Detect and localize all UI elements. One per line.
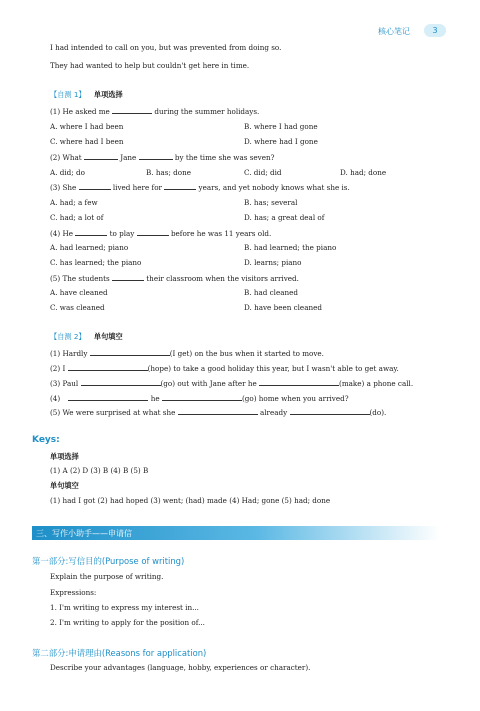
q4-option-d[interactable]: D. learns; piano xyxy=(244,258,302,267)
s4-text-b: he xyxy=(150,394,160,403)
page-number: 3 xyxy=(424,24,446,37)
q1-text-a: (1) He asked me xyxy=(50,107,110,116)
q3-blank-1[interactable] xyxy=(79,182,111,190)
test1-heading xyxy=(50,90,123,99)
test2-label: 【自测 2】 xyxy=(50,332,86,341)
question-3 xyxy=(50,182,350,192)
q3-text-b: lived here for xyxy=(112,183,162,192)
sentence-1 xyxy=(50,348,324,358)
s5-blank-1[interactable] xyxy=(178,407,258,415)
q5-option-c[interactable]: C. was cleaned xyxy=(50,303,105,312)
question-2 xyxy=(50,152,274,162)
part2-title: 第二部分:申请理由(Reasons for application) xyxy=(32,648,207,658)
s2-text-a: (2) I xyxy=(50,364,66,373)
question-1 xyxy=(50,106,259,116)
q1-option-c[interactable]: C. where had I been xyxy=(50,137,124,146)
part2-line-1: Describe your advantages (language, hobby, experiences or character). xyxy=(50,663,311,672)
part1-title: 第一部分:写信目的(Purpose of writing) xyxy=(32,556,185,566)
sentence-4 xyxy=(50,393,349,403)
s1-blank[interactable] xyxy=(90,348,170,356)
q4-text-b: to play xyxy=(109,229,135,238)
s3-text-b: (go) out with Jane after he xyxy=(160,379,257,388)
q5-blank[interactable] xyxy=(112,273,144,281)
q3-option-c[interactable]: C. had; a lot of xyxy=(50,213,104,222)
q1-text-b: during the summer holidays. xyxy=(154,107,260,116)
q1-option-b[interactable]: B. where I had gone xyxy=(244,122,318,131)
keys-answers-1: (1) A (2) D (3) B (4) B (5) B xyxy=(50,466,149,475)
q4-option-a[interactable]: A. had learned; piano xyxy=(50,243,129,252)
keys-answers-2: (1) had I got (2) had hoped (3) went; (had) made (4) Had; gone (5) had; done xyxy=(50,496,331,505)
part1-line-4: 2. I'm writing to apply for the position of... xyxy=(50,618,205,627)
q3-option-b[interactable]: B. has; several xyxy=(244,198,298,207)
q2-option-d[interactable]: D. had; done xyxy=(340,168,387,177)
q3-blank-2[interactable] xyxy=(164,182,196,190)
q2-text-b: Jane xyxy=(120,153,137,162)
s5-text-a: (5) We were surprised at what she xyxy=(50,408,176,417)
s3-blank-1[interactable] xyxy=(81,378,161,386)
test1-title: 单项选择 xyxy=(93,90,123,99)
intro-line-2: They had wanted to help but couldn't get here in time. xyxy=(50,61,250,70)
q2-option-a[interactable]: A. did; do xyxy=(50,168,85,177)
s3-text-a: (3) Paul xyxy=(50,379,79,388)
part1-line-1: Explain the purpose of writing. xyxy=(50,572,164,581)
q5-text-b: their classroom when the visitors arrived. xyxy=(146,274,299,283)
s5-text-b: already xyxy=(259,408,288,417)
q2-text-c: by the time she was seven? xyxy=(174,153,275,162)
s3-blank-2[interactable] xyxy=(259,378,339,386)
s4-text-c: (go) home when you arrived? xyxy=(241,394,349,403)
s3-text-c: (make) a phone call. xyxy=(339,379,414,388)
question-4 xyxy=(50,228,271,238)
q3-text-a: (3) She xyxy=(50,183,77,192)
q3-option-d[interactable]: D. has; a great deal of xyxy=(244,213,325,222)
q2-blank-1[interactable] xyxy=(84,152,118,160)
s4-text-a: (4) xyxy=(50,394,61,403)
q4-option-c[interactable]: C. has learned; the piano xyxy=(50,258,142,267)
keys-heading-1: 单项选择 xyxy=(50,452,79,461)
q5-option-b[interactable]: B. had cleaned xyxy=(244,288,298,297)
s2-blank[interactable] xyxy=(68,363,148,371)
s1-text-b: (I get) on the bus when it started to move. xyxy=(169,349,324,358)
q5-option-a[interactable]: A. have cleaned xyxy=(50,288,108,297)
q2-option-b[interactable]: B. has; done xyxy=(146,168,191,177)
q2-blank-2[interactable] xyxy=(139,152,173,160)
section-banner xyxy=(32,526,440,540)
q4-option-b[interactable]: B. had learned; the piano xyxy=(244,243,337,252)
q3-option-a[interactable]: A. had; a few xyxy=(50,198,98,207)
q4-text-c: before he was 11 years old. xyxy=(170,229,272,238)
s4-blank-2[interactable] xyxy=(162,393,242,401)
q2-option-c[interactable]: C. did; did xyxy=(244,168,282,177)
test1-label: 【自测 1】 xyxy=(50,90,86,99)
test2-heading xyxy=(50,332,123,341)
q3-text-c: years, and yet nobody knows what she is. xyxy=(198,183,350,192)
q1-option-a[interactable]: A. where I had been xyxy=(50,122,124,131)
sentence-2 xyxy=(50,363,399,373)
test2-title: 单句填空 xyxy=(93,332,123,341)
keys-title: Keys: xyxy=(32,435,60,445)
q2-text-a: (2) What xyxy=(50,153,82,162)
q4-text-a: (4) He xyxy=(50,229,73,238)
s4-blank-1[interactable] xyxy=(68,393,148,401)
sentence-3 xyxy=(50,378,413,388)
s2-text-b: (hope) to take a good holiday this year, but I wasn't able to get away. xyxy=(147,364,399,373)
part1-line-2: Expressions: xyxy=(50,588,97,597)
keys-heading-2: 单句填空 xyxy=(50,481,79,490)
s5-blank-2[interactable] xyxy=(290,407,370,415)
q5-option-d[interactable]: D. have been cleaned xyxy=(244,303,322,312)
q5-text-a: (5) The students xyxy=(50,274,110,283)
q1-blank[interactable] xyxy=(112,106,152,114)
question-5 xyxy=(50,273,299,283)
q1-option-d[interactable]: D. where had I gone xyxy=(244,137,318,146)
s5-text-c: (do). xyxy=(369,408,387,417)
part1-line-3: 1. I'm writing to express my interest in... xyxy=(50,603,199,612)
q4-blank-2[interactable] xyxy=(137,228,169,236)
q4-blank-1[interactable] xyxy=(75,228,107,236)
intro-line-1: I had intended to call on you, but was prevented from doing so. xyxy=(50,43,282,52)
sentence-5 xyxy=(50,407,386,417)
s1-text-a: (1) Hardly xyxy=(50,349,88,358)
banner-title: 三、写作小助手——申请信 xyxy=(36,529,132,538)
header-tag: 核心笔记 xyxy=(378,27,410,36)
